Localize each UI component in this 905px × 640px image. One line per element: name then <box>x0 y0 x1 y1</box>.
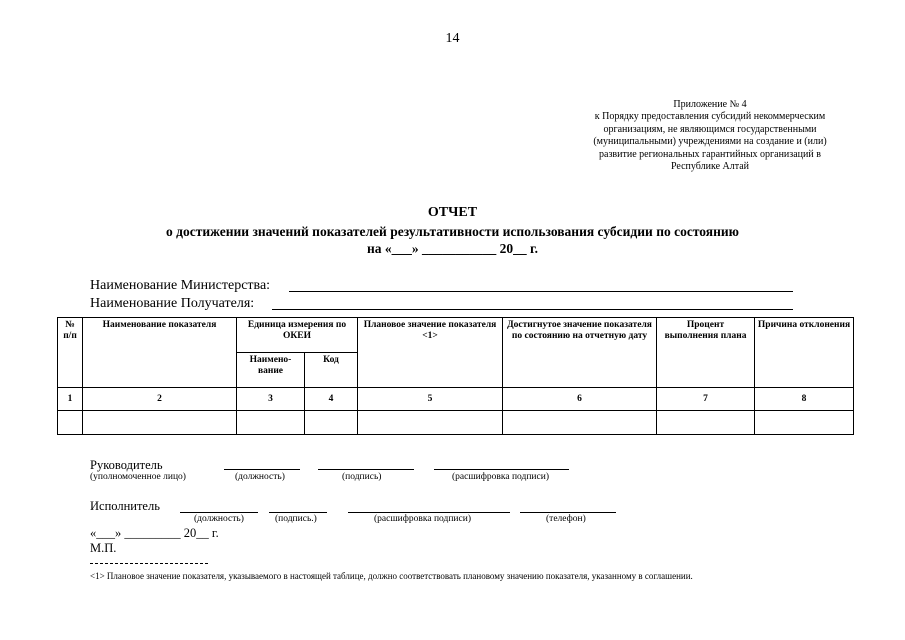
appendix-line: развитие региональных гарантийных организаций в <box>599 148 821 160</box>
column-number: 8 <box>755 388 854 411</box>
header-planned: Плановое значение показателя <1> <box>358 318 503 388</box>
column-number: 5 <box>358 388 503 411</box>
head-sub-label: (уполномоченное лицо) <box>90 472 186 482</box>
header-unit-code: Код <box>305 353 358 388</box>
head-decoding-line[interactable] <box>434 469 569 470</box>
header-unit: Единица измерения по ОКЕИ <box>237 318 358 353</box>
report-title: ОТЧЕТ <box>427 205 478 220</box>
column-number: 6 <box>503 388 657 411</box>
signature-date-line: «___» _________ 20__ г. <box>90 526 219 540</box>
report-subtitle: о достижении значений показателей результативности использования субсидии по состоянию <box>166 224 739 239</box>
table-cell[interactable] <box>755 411 854 435</box>
header-unit-name: Наимено-вание <box>237 353 305 388</box>
appendix-block <box>560 99 860 173</box>
table-cell[interactable] <box>58 411 83 435</box>
ministry-field <box>90 278 270 294</box>
table-cell[interactable] <box>503 411 657 435</box>
table-cell[interactable] <box>305 411 358 435</box>
executor-label: Исполнитель <box>90 499 160 513</box>
table-cell[interactable] <box>237 411 305 435</box>
executor-signature-line[interactable] <box>269 512 327 513</box>
page-number: 14 <box>445 31 460 46</box>
appendix-line: Республике Алтай <box>671 161 749 173</box>
report-date-line: на «___» ___________ 20__ г. <box>366 241 538 256</box>
column-number: 3 <box>237 388 305 411</box>
header-reason: Причина отклонения <box>755 318 854 388</box>
executor-position-line[interactable] <box>180 512 258 513</box>
executor-caption-signature: (подпись.) <box>275 514 317 524</box>
appendix-line: к Порядку предоставления субсидий некоммерческим <box>594 111 826 123</box>
appendix-line: организациям, не являющимся государственными <box>603 123 817 135</box>
stamp-label: М.П. <box>90 541 117 555</box>
ministry-input-line[interactable] <box>289 291 793 292</box>
appendix-title: Приложение № 4 <box>673 99 747 110</box>
footnote: <1> Плановое значение показателя, указываемого в настоящей таблице, должно соответствовать плановому значению показателя, указанному в соглашении. <box>90 571 693 581</box>
head-caption-signature: (подпись) <box>342 472 382 482</box>
header-achieved: Достигнутое значение показателя по состоянию на отчетную дату <box>503 318 657 388</box>
table-row <box>58 388 854 411</box>
column-number: 4 <box>305 388 358 411</box>
executor-phone-line[interactable] <box>520 512 616 513</box>
executor-decoding-line[interactable] <box>348 512 510 513</box>
executor-caption-position: (должность) <box>194 514 244 524</box>
recipient-input-line[interactable] <box>272 309 793 310</box>
head-position-line[interactable] <box>224 469 300 470</box>
appendix-line: (муниципальными) учреждениями на создание и (или) <box>593 136 827 148</box>
column-number: 7 <box>657 388 755 411</box>
table-row <box>58 411 854 435</box>
head-caption-decoding: (расшифровка подписи) <box>452 472 549 482</box>
header-percent: Процент выполнения плана <box>657 318 755 388</box>
executor-caption-phone: (телефон) <box>546 514 586 524</box>
footnote-divider <box>90 563 208 564</box>
column-number: 2 <box>83 388 237 411</box>
recipient-label: Наименование Получателя: <box>90 296 255 311</box>
head-signature-line[interactable] <box>318 469 414 470</box>
ministry-label: Наименование Министерства: <box>90 278 271 293</box>
report-table <box>57 317 854 435</box>
recipient-field <box>90 296 254 312</box>
executor-caption-decoding: (расшифровка подписи) <box>374 514 471 524</box>
column-number: 1 <box>58 388 83 411</box>
table-cell[interactable] <box>358 411 503 435</box>
head-label: Руководитель <box>90 458 163 472</box>
table-cell[interactable] <box>83 411 237 435</box>
head-caption-position: (должность) <box>235 472 285 482</box>
header-num: № п/п <box>58 318 83 388</box>
table-cell[interactable] <box>657 411 755 435</box>
header-indicator-name: Наименование показателя <box>83 318 237 388</box>
